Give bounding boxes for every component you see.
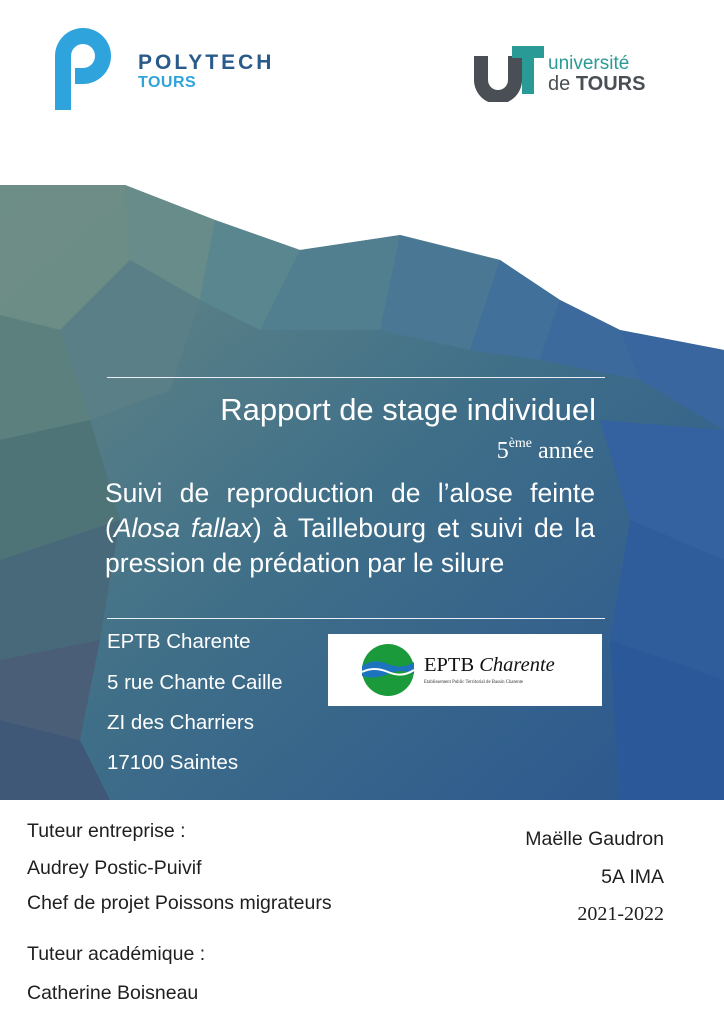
ut-line2-bold: TOURS bbox=[575, 73, 646, 95]
eptb-name-prefix: EPTB bbox=[424, 654, 480, 676]
title-rule-top bbox=[107, 377, 605, 378]
student-years: 2021-2022 bbox=[577, 903, 664, 925]
host-name: EPTB Charente bbox=[107, 630, 251, 653]
company-tutor-role: Chef de projet Poissons migrateurs bbox=[27, 892, 332, 914]
year-sup: ème bbox=[508, 436, 533, 451]
universite-tours-wordmark bbox=[548, 54, 645, 95]
company-tutor-name: Audrey Postic-Puivif bbox=[27, 857, 202, 879]
host-zone: ZI des Charriers bbox=[107, 711, 254, 734]
eptb-logo-name bbox=[424, 654, 555, 677]
ut-line2 bbox=[548, 73, 645, 95]
host-city: 17100 Saintes bbox=[107, 751, 239, 774]
academic-tutor-label: Tuteur académique : bbox=[27, 943, 206, 965]
student-name: Maëlle Gaudron bbox=[525, 828, 664, 850]
eptb-emblem-icon bbox=[360, 642, 416, 698]
subject-italic: Alosa fallax bbox=[113, 513, 253, 543]
polytech-name: POLYTECH bbox=[138, 51, 275, 74]
report-subject bbox=[105, 476, 595, 581]
eptb-name-italic: Charente bbox=[479, 654, 555, 676]
report-title: Rapport de stage individuel bbox=[220, 392, 596, 427]
year-number: 5 bbox=[496, 438, 509, 464]
academic-tutor-name: Catherine Boisneau bbox=[27, 982, 199, 1004]
title-rule-bottom bbox=[107, 618, 605, 619]
ut-line2-prefix: de bbox=[548, 73, 576, 95]
year-line bbox=[497, 438, 594, 465]
polytech-sub: TOURS bbox=[138, 74, 197, 91]
student-class: 5A IMA bbox=[601, 866, 664, 888]
polytech-wordmark bbox=[138, 52, 274, 92]
subject-part1: Suivi de reproduction de l’alose feinte ( bbox=[105, 478, 595, 543]
eptb-logo-sub: Etablissement Public Territorial de Bassin Charente bbox=[424, 680, 524, 685]
ut-line1: université bbox=[548, 53, 630, 74]
company-tutor-label: Tuteur entreprise : bbox=[27, 820, 186, 842]
subject-part2: ) à Taillebourg et suivi de la pression de prédation par le silure bbox=[105, 513, 596, 578]
host-street: 5 rue Chante Caille bbox=[107, 671, 283, 694]
year-word: année bbox=[532, 438, 594, 464]
